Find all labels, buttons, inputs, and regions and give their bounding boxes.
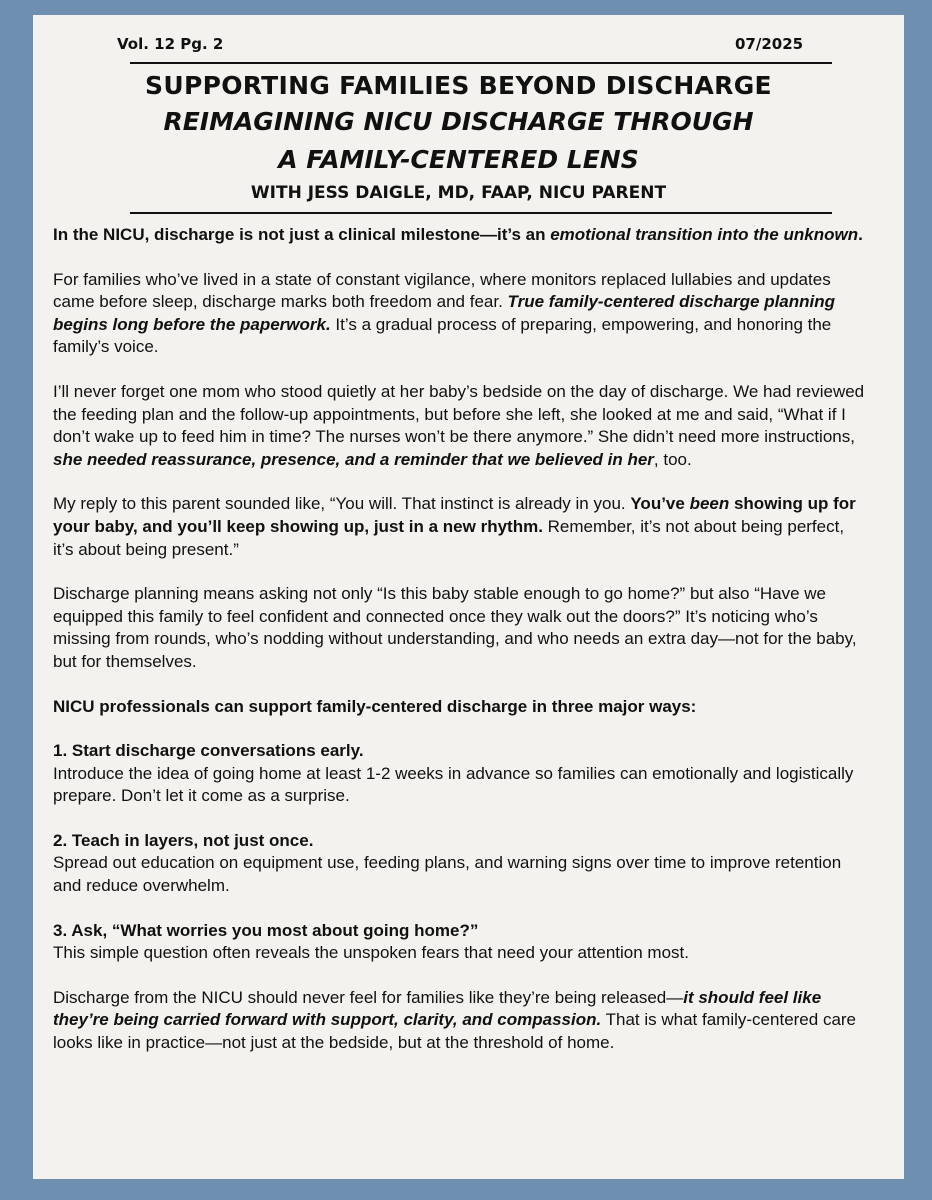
paragraph-text: For families who’ve lived in a state of constant vigilance, where monitors replaced lullabies and updates came before sleep, discharge marks both freedom and fear. [53, 269, 831, 312]
list-intro [53, 696, 868, 719]
paragraph-emphasis: it should feel like they’re being carried forward with support, clarity, and compassion. [53, 987, 822, 1030]
paragraph-emphasis: she needed reassurance, presence, and a reminder that we believed in her [53, 449, 654, 469]
paragraph-text: I’ll never forget one mom who stood quietly at her baby’s bedside on the day of discharge. We had reviewed the feeding plan and the follow-up appointments, but before she left, she looked at me and said, “What if I don’t wake up to feed him in time? The nurses won’t be there anymore.” She didn’t need more instructions, [53, 381, 865, 447]
paragraph-text: It’s a gradual process of preparing, empowering, and honoring the family’s voice. [53, 314, 832, 357]
page-title: SUPPORTING FAMILIES BEYOND DISCHARGE [145, 71, 772, 100]
paragraph-text: , too. [653, 449, 692, 469]
list-item-heading: 3. Ask, “What worries you most about going home?” [53, 920, 479, 940]
article-body [53, 224, 868, 1055]
paragraph-text: That is what family-centered care looks like in practice—not just at the bedside, but at the threshold of home. [53, 1010, 857, 1053]
paragraph-text: Remember, it’s not about being perfect, it’s about being present.” [53, 516, 845, 559]
paragraph-closing [53, 987, 868, 1055]
list-item-text: Introduce the idea of going home at least 1-2 weeks in advance so families can emotionally and logistically prepare. Don’t let it come as a surprise. [53, 763, 854, 806]
volume-label: Vol. 12 Pg. 2 [117, 35, 224, 53]
subtitle-line-2: A FAMILY-CENTERED LENS [278, 145, 639, 174]
paragraph-text: My reply to this parent sounded like, “You will. That instinct is already in you. [53, 494, 631, 514]
list-item-heading: 2. Teach in layers, not just once. [53, 830, 314, 850]
list-item-text: This simple question often reveals the unspoken fears that need your attention most. [53, 943, 689, 963]
paragraph-intro [53, 224, 868, 247]
byline: WITH JESS DAIGLE, MD, FAAP, NICU PARENT [250, 183, 667, 203]
paragraph-emphasis: True family-centered discharge planning begins long before the paperwork. [53, 292, 836, 334]
list-intro-text: NICU professionals can support family-centered discharge in three major ways: [53, 696, 697, 716]
intro-bold: In the NICU, discharge is not just a clinical milestone—it’s an [53, 225, 551, 244]
subtitle-line-1: REIMAGINING NICU DISCHARGE THROUGH [163, 107, 754, 136]
paragraph-story [53, 381, 868, 471]
newsletter-page [33, 15, 904, 1179]
paragraph-bold: showing up for your baby, and you’ll keep showing up, just in a new rhythm. [53, 494, 856, 536]
list-item-text: Spread out education on equipment use, feeding plans, and warning signs over time to improve retention and reduce overwhelm. [53, 853, 842, 896]
list-item-heading: 1. Start discharge conversations early. [53, 741, 364, 761]
paragraph-text: Discharge from the NICU should never feel for families like they’re being released— [53, 987, 684, 1007]
title-block [49, 62, 868, 214]
paragraph-emphasis: been [689, 494, 730, 514]
intro-emphasis: emotional transition into the unknown [550, 225, 859, 244]
paragraph-reply [53, 493, 868, 561]
paragraph-vigilance [53, 269, 868, 359]
title-rule-bottom [130, 212, 832, 214]
paragraph-planning: Discharge planning means asking not only “Is this baby stable enough to go home?” but also “Have we equipped this family to feel confident and connected once they walk out the doors?” It’s noticing who’s missing from rounds, who’s nodding without understanding, and who needs an extra day—not for the baby, but for themselves. [53, 584, 857, 671]
issue-date: 07/2025 [735, 35, 804, 53]
page-meta [49, 35, 868, 55]
title-rule-top [130, 62, 832, 64]
intro-end: . [858, 225, 863, 244]
paragraph-bold: You’ve [630, 494, 690, 514]
